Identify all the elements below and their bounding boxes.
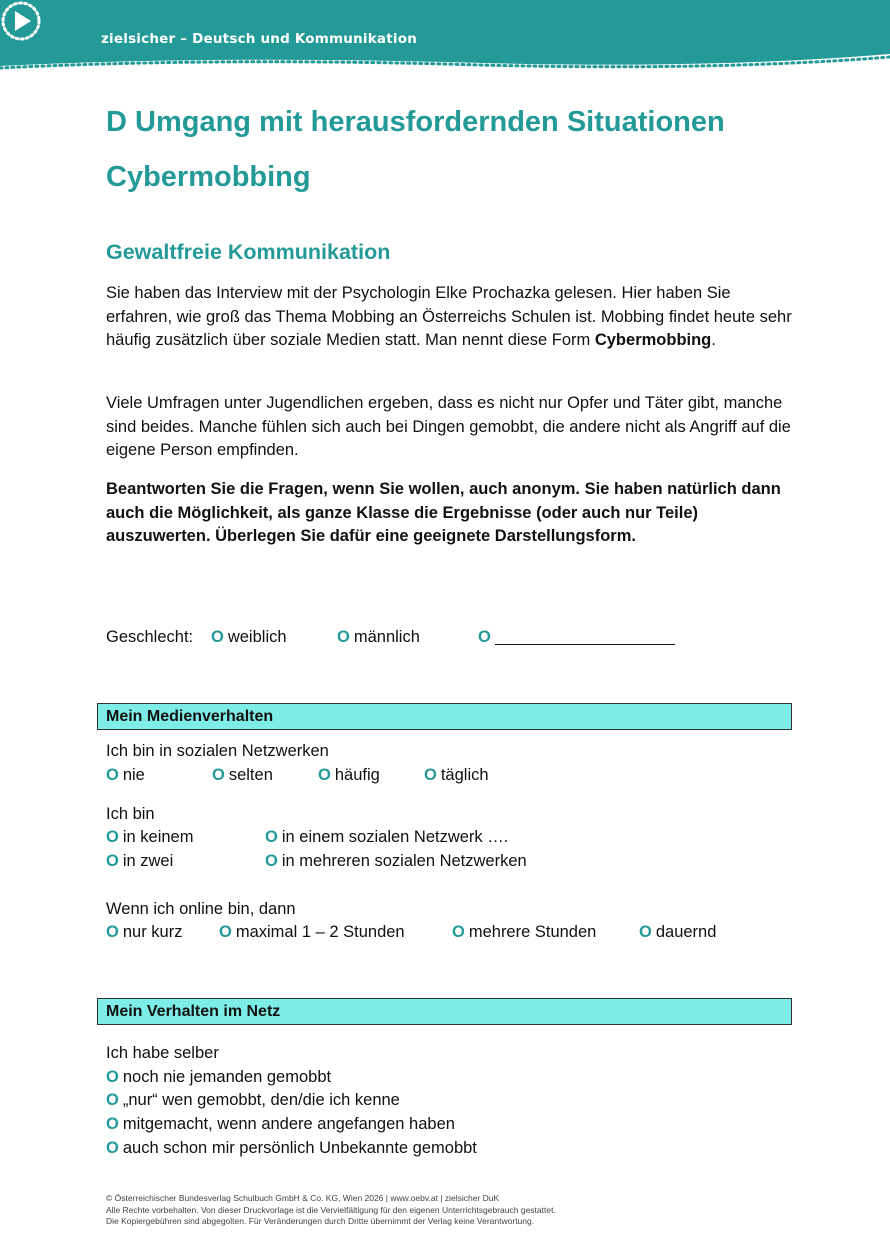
question-count: Ich bin: [106, 805, 155, 823]
footer: [106, 1193, 556, 1228]
option-maximal[interactable]: O maximal 1 – 2 Stunden: [219, 923, 405, 941]
option-strangers[interactable]: O auch schon mir persönlich Unbekannte gemobbt: [106, 1139, 477, 1157]
option-in-einem[interactable]: O in einem sozialen Netzwerk ….: [265, 828, 509, 846]
option-never-bullied[interactable]: O noch nie jemanden gemobbt: [106, 1068, 332, 1086]
survey-paragraph: Viele Umfragen unter Jugendlichen ergeben, dass es nicht nur Opfer und Täter gibt, manche sind beides. Manche fühlen sich auch bei Dingen gemobbt, die andere nicht als Angriff auf die eigene Person empfinden.: [106, 394, 791, 459]
question-self: Ich habe selber: [106, 1044, 219, 1062]
write-in-line[interactable]: [495, 629, 675, 645]
option-selten[interactable]: O selten: [212, 766, 273, 784]
option-haeufig[interactable]: O häufig: [318, 766, 380, 784]
option-in-mehreren[interactable]: O in mehreren sozialen Netzwerken: [265, 852, 527, 870]
gender-option-male[interactable]: O männlich: [337, 628, 420, 646]
play-icon: [0, 0, 42, 42]
option-in-keinem[interactable]: O in keinem: [106, 828, 194, 846]
page-title: D Umgang mit herausfordernden Situationen: [106, 106, 725, 138]
option-joined-in[interactable]: O mitgemacht, wenn andere angefangen haben: [106, 1115, 455, 1133]
footer-copyright: © Österreichischer Bundesverlag Schulbuch GmbH & Co. KG, Wien 2026 | www.oebv.at | zielsicher DuK: [106, 1193, 500, 1203]
footer-fees: Die Kopiergebühren sind abgegolten. Für Veränderungen durch Dritte übernimmt der Verlag keine Verantwortung.: [106, 1216, 535, 1226]
option-nie[interactable]: O nie: [106, 766, 145, 784]
page-subtitle: Cybermobbing: [106, 161, 311, 193]
instruction-paragraph: Beantworten Sie die Fragen, wenn Sie wollen, auch anonym. Sie haben natürlich dann auch die Möglichkeit, als ganze Klasse die Ergebnisse (oder auch nur Teile) auszuwerten. Überlegen Sie dafür eine geeignete Darstellungsform.: [106, 480, 781, 545]
option-nur-kurz[interactable]: O nur kurz: [106, 923, 183, 941]
footer-rights: Alle Rechte vorbehalten. Von dieser Druckvorlage ist die Vervielfältigung für den eigenen Unterrichtsgebrauch gestattet.: [106, 1204, 556, 1215]
option-taeglich[interactable]: O täglich: [424, 766, 489, 784]
gender-label: Geschlecht:: [106, 628, 194, 646]
header-band: [0, 0, 890, 80]
gender-option-female[interactable]: O weiblich: [211, 628, 287, 646]
question-duration: Wenn ich online bin, dann: [106, 900, 296, 918]
brand-title: zielsicher – Deutsch und Kommunikation: [101, 31, 418, 47]
intro-paragraph: Sie haben das Interview mit der Psychologin Elke Prochazka gelesen. Hier haben Sie erfahren, wie groß das Thema Mobbing an Österreichs Schulen ist. Mobbing findet heute sehr häufig zusätzlich über soziale Medien statt. Man nennt diese Form Cybermobbing.: [106, 284, 792, 349]
option-known-person[interactable]: O „nur“ wen gemobbt, den/die ich kenne: [106, 1091, 400, 1109]
option-in-zwei[interactable]: O in zwei: [106, 852, 174, 870]
section-heading: Gewaltfreie Kommunikation: [106, 240, 391, 264]
section-band-behaviour: Mein Verhalten im Netz: [97, 998, 792, 1025]
question-networks: Ich bin in sozialen Netzwerken: [106, 742, 329, 760]
option-dauernd[interactable]: O dauernd: [639, 923, 717, 941]
option-mehrere-stunden[interactable]: O mehrere Stunden: [452, 923, 597, 941]
section-band-media: Mein Medienverhalten: [97, 703, 792, 730]
gender-option-other[interactable]: O: [478, 627, 675, 647]
